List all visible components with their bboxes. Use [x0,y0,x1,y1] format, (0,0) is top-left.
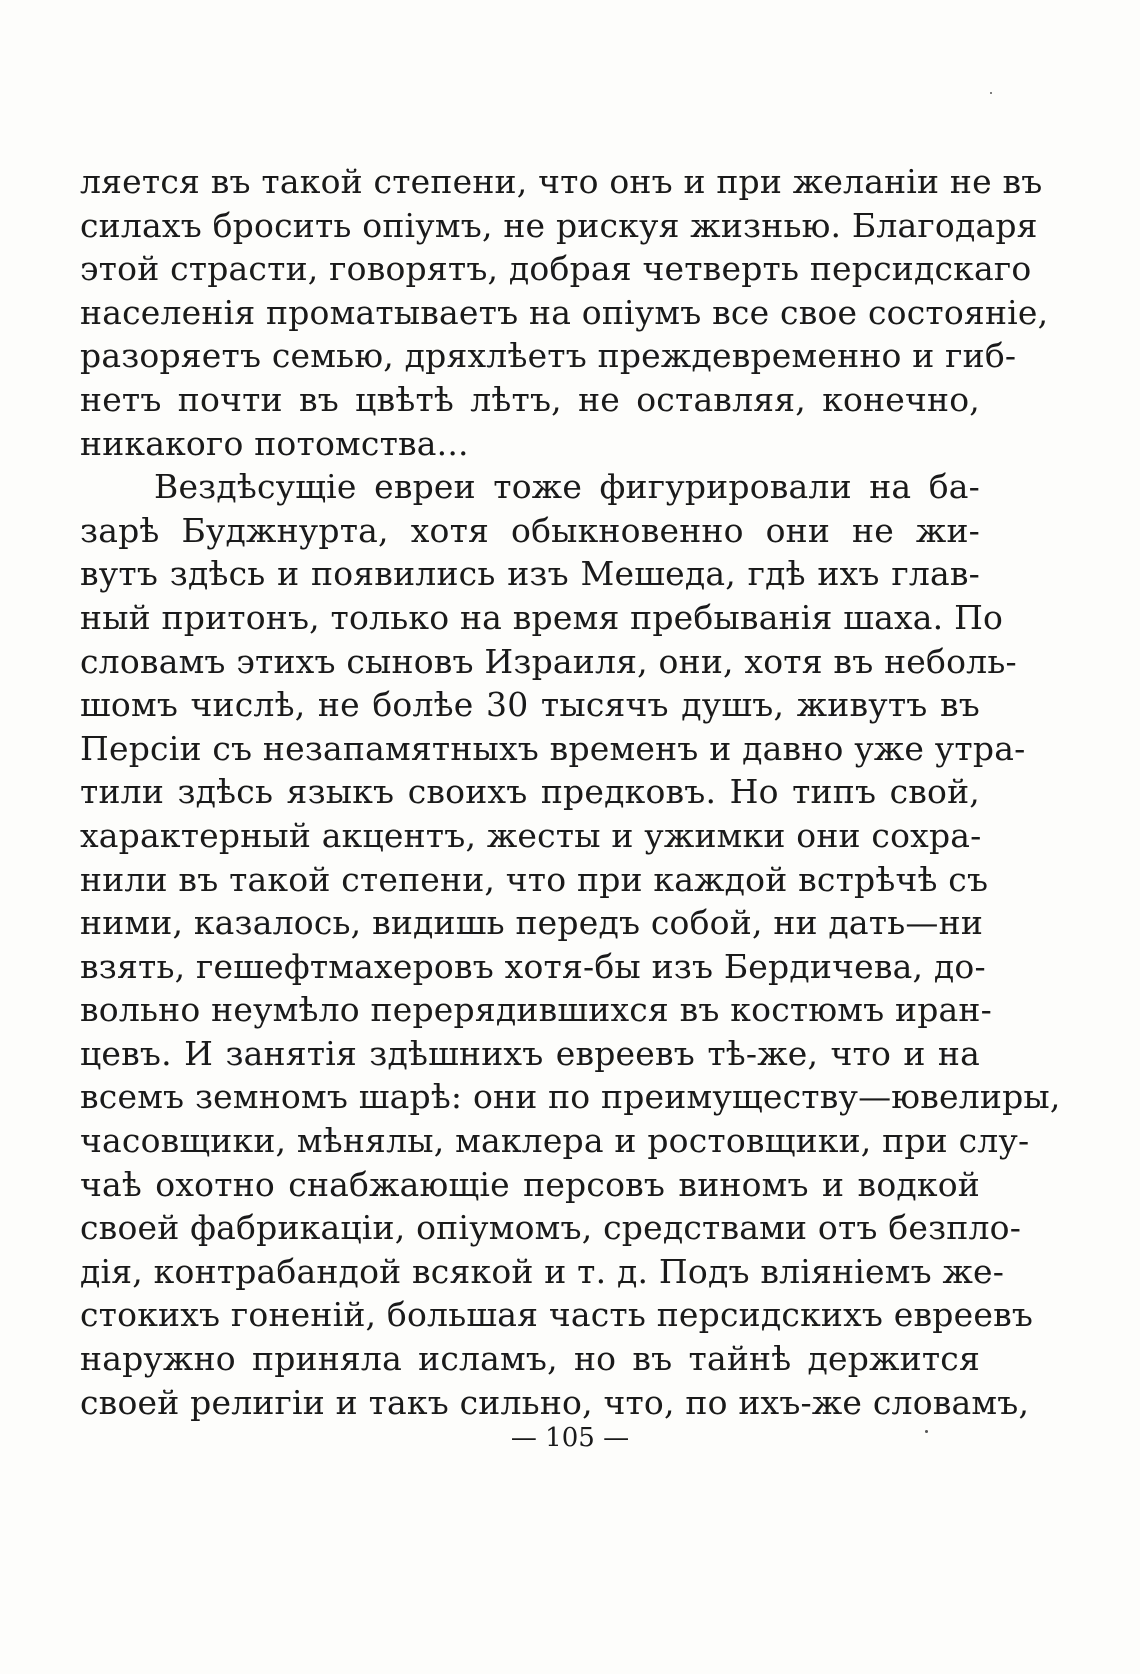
text-line: разоряетъ семью, дряхлѣетъ преждевременно и гиб- [80,336,1017,376]
text-line: ный притонъ, только на время пребыванія шаха. По [80,597,1004,637]
text-line: шомъ числѣ, не болѣе 30 тысячъ душъ, живутъ въ [80,685,980,725]
text-line: наружно приняла исламъ, но въ тайнѣ держится [80,1339,980,1379]
text-line: этой страсти, говорятъ, добрая четверть персидскаго [80,249,1032,289]
text-line: тили здѣсь языкъ своихъ предковъ. Но типъ свой, [80,772,980,812]
text-line: силахъ бросить опіумъ, не рискуя жизнью. Благодаря [80,205,1038,245]
text-line: стокихъ гоненій, большая часть персидскихъ евреевъ [80,1295,1034,1335]
page-number: — 105 — [510,1423,630,1453]
body-text [80,160,1061,1424]
text-line-indented: Вездѣсущіе евреи тоже фигурировали на ба- [154,467,980,507]
text-line: своей религіи и такъ сильно, что, по ихъ-же словамъ, [80,1382,1030,1422]
text-line: никакого потомства... [80,423,469,463]
text-line: вутъ здѣсь и появились изъ Мешеда, гдѣ ихъ глав- [80,554,980,594]
scan-speck [990,92,992,94]
text-line: ляется въ такой степени, что онъ и при желаніи не въ [80,162,1043,201]
text-line: цевъ. И занятія здѣшнихъ евреевъ тѣ-же, что и на [80,1033,980,1073]
text-line: словамъ этихъ сыновъ Израиля, они, хотя въ неболь- [80,641,1017,681]
text-line: чаѣ охотно снабжающіе персовъ виномъ и водкой [80,1164,980,1204]
text-line: ними, казалось, видишь передъ собой, ни дать—ни [80,903,984,943]
text-line: нили въ такой степени, что при каждой встрѣчѣ съ [80,859,989,899]
text-line: вольно неумѣло перерядившихся въ костюмъ иран- [80,990,992,1030]
scan-speck [925,1430,928,1433]
text-line: всемъ земномъ шарѣ: они по преимуществу—ювелиры, [80,1077,1061,1117]
text-line: характерный акцентъ, жесты и ужимки они сохра- [80,815,982,855]
text-line: населенія проматываетъ на опіумъ все свое состояніе, [80,292,1049,332]
text-line: зарѣ Буджнурта, хотя обыкновенно они не жи- [80,510,980,550]
text-line: взять, гешефтмахеровъ хотя-бы изъ Бердичева, до- [80,946,986,986]
text-line: нетъ почти въ цвѣтѣ лѣтъ, не оставляя, конечно, [80,379,980,419]
text-line: дія, контрабандой всякой и т. д. Подъ вліяніемъ же- [80,1251,1005,1291]
text-line: Персіи съ незапамятныхъ временъ и давно уже утра- [80,728,1026,768]
text-line: своей фабрикаціи, опіумомъ, средствами отъ безпло- [80,1208,1022,1248]
text-line: часовщики, мѣнялы, маклера и ростовщики, при слу- [80,1121,1030,1161]
